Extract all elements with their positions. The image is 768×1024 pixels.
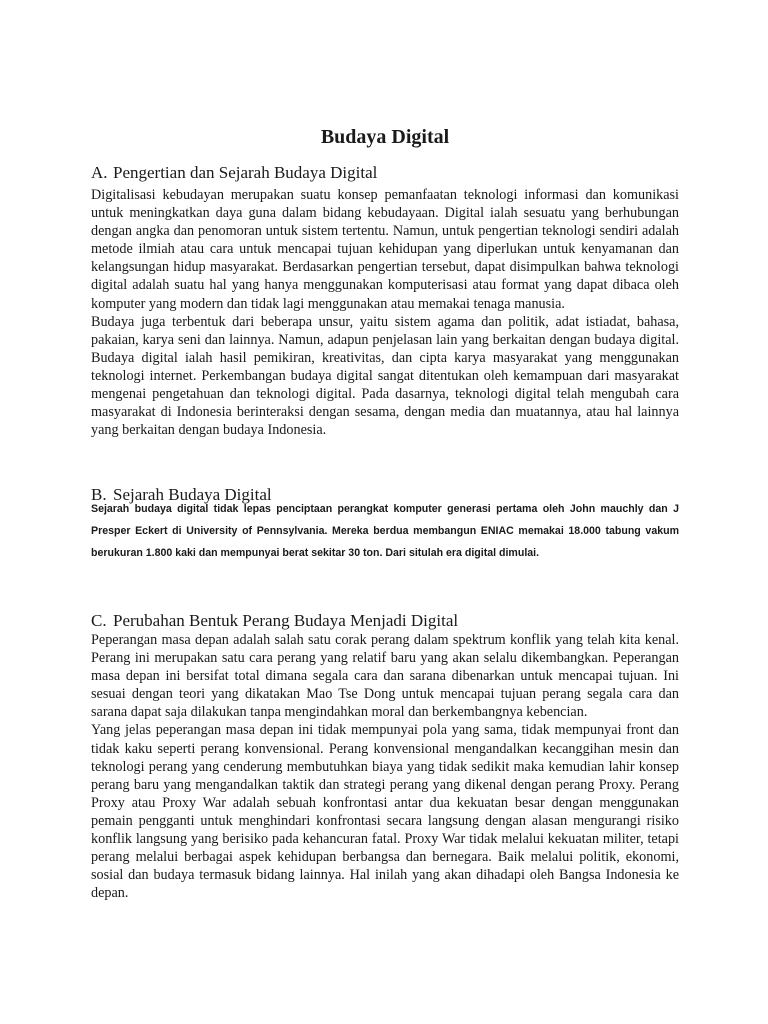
section-a-paragraph-1: Digitalisasi kebudayan merupakan suatu konsep pemanfaatan teknologi informasi dan komunikasi untuk meningkatkan daya guna dalam bidang kebudayaan. Digital ialah sesuatu yang berhubungan dengan angka dan penomoran untuk sistem tertentu. Namun, untuk pengertian teknologi sendiri adalah metode ilmiah atau cara untuk mencapai tujuan kehidupan yang diperlukan untuk kenyamanan dan kelangsungan hidup masyarakat. Berdasarkan pengertian tersebut, dapat disimpulkan bahwa teknologi digital adalah suatu hal yang hanya menggunakan komputerisasi atau format yang dapat dibaca oleh komputer yang modern dan tidak lagi menggunakan atau memakai tenaga manusia. [91,187,679,312]
section-c-paragraph-2: Yang jelas peperangan masa depan ini tidak mempunyai pola yang sama, tidak mempunyai front dan tidak kaku seperti perang konvensional. Perang konvensional mengandalkan kecanggihan mesin dan teknologi perang yang cenderung membutuhkan biaya yang tidak sedikit maka kemudian lahir konsep perang baru yang mengandalkan taktik dan strategi perang yang dikenal dengan perang Proxy. Perang Proxy atau Proxy War adalah sebuah konfrontasi antar dua kekuatan besar dengan menggunakan pemain pengganti untuk menghindari konfrontasi secara langsung dengan alasan mengurangi risiko konflik langsung yang berisiko pada kehancuran fatal. Proxy War tidak melalui kekuatan militer, tetapi perang melalui berbagai aspek kehidupan berbangsa dan bernegara. Baik melalui politik, ekonomi, sosial dan budaya termasuk bidang lainnya. Hal inilah yang akan dihadapi oleh Bangsa Indonesia ke depan. [91,722,679,902]
section-b-title: Sejarah Budaya Digital [113,485,272,504]
section-b-body [91,498,679,564]
section-b-letter: B. [91,485,107,504]
section-c-paragraph-1: Peperangan masa depan adalah salah satu corak perang dalam spektrum konflik yang telah kita kenal. Perang ini merupakan satu cara perang yang relatif baru yang akan selalu dikembangkan. Peperangan masa depan ini bersifat total dimana segala cara dan sarana dibenarkan untuk mencapai tujuan. Ini sesuai dengan teori yang dikatakan Mao Tse Dong untuk mencapai tujuan perang segala cara dan sarana dapat saja dilakukan tanpa mengindahkan moral dan berkembangnya kebencian. [91,632,679,721]
section-a-letter: A. [91,163,108,182]
section-c-letter: C. [91,611,107,630]
section-a-title: Pengertian dan Sejarah Budaya Digital [113,163,378,182]
section-a-paragraph-2: Budaya juga terbentuk dari beberapa unsur, yaitu sistem agama dan politik, adat istiadat, bahasa, pakaian, karya seni dan lainnya. Namun, adapun penjelasan lain yang berkaitan dengan budaya digital. Budaya digital ialah hasil pemikiran, kreativitas, dan cipta karya masyarakat yang menggunakan teknologi internet. Perkembangan budaya digital sangat ditentukan oleh kemampuan dari masyarakat mengenai pengetahuan dan teknologi digital. Pada dasarnya, teknologi digital telah mengubah cara masyarakat di Indonesia berinteraksi dengan sesama, dengan media dan muatannya, atau hal lainnya yang berkaitan dengan budaya Indonesia. [91,313,679,439]
section-a-body [91,186,679,439]
section-a-heading [91,162,679,184]
section-c-title: Perubahan Bentuk Perang Budaya Menjadi Digital [113,611,459,630]
section-c-heading [91,610,679,632]
section-c-body [91,631,679,902]
document-title: Budaya Digital [320,126,450,148]
section-b-paragraph-1: Sejarah budaya digital tidak lepas penciptaan perangkat komputer generasi pertama oleh John mauchly dan J Presper Eckert di University of Pennsylvania. Mereka berdua membangun ENIAC memakai 18.000 tabung vakum berukuran 1.800 kaki dan mempunyai berat sekitar 30 ton. Dari situlah era digital dimulai. [91,503,679,559]
